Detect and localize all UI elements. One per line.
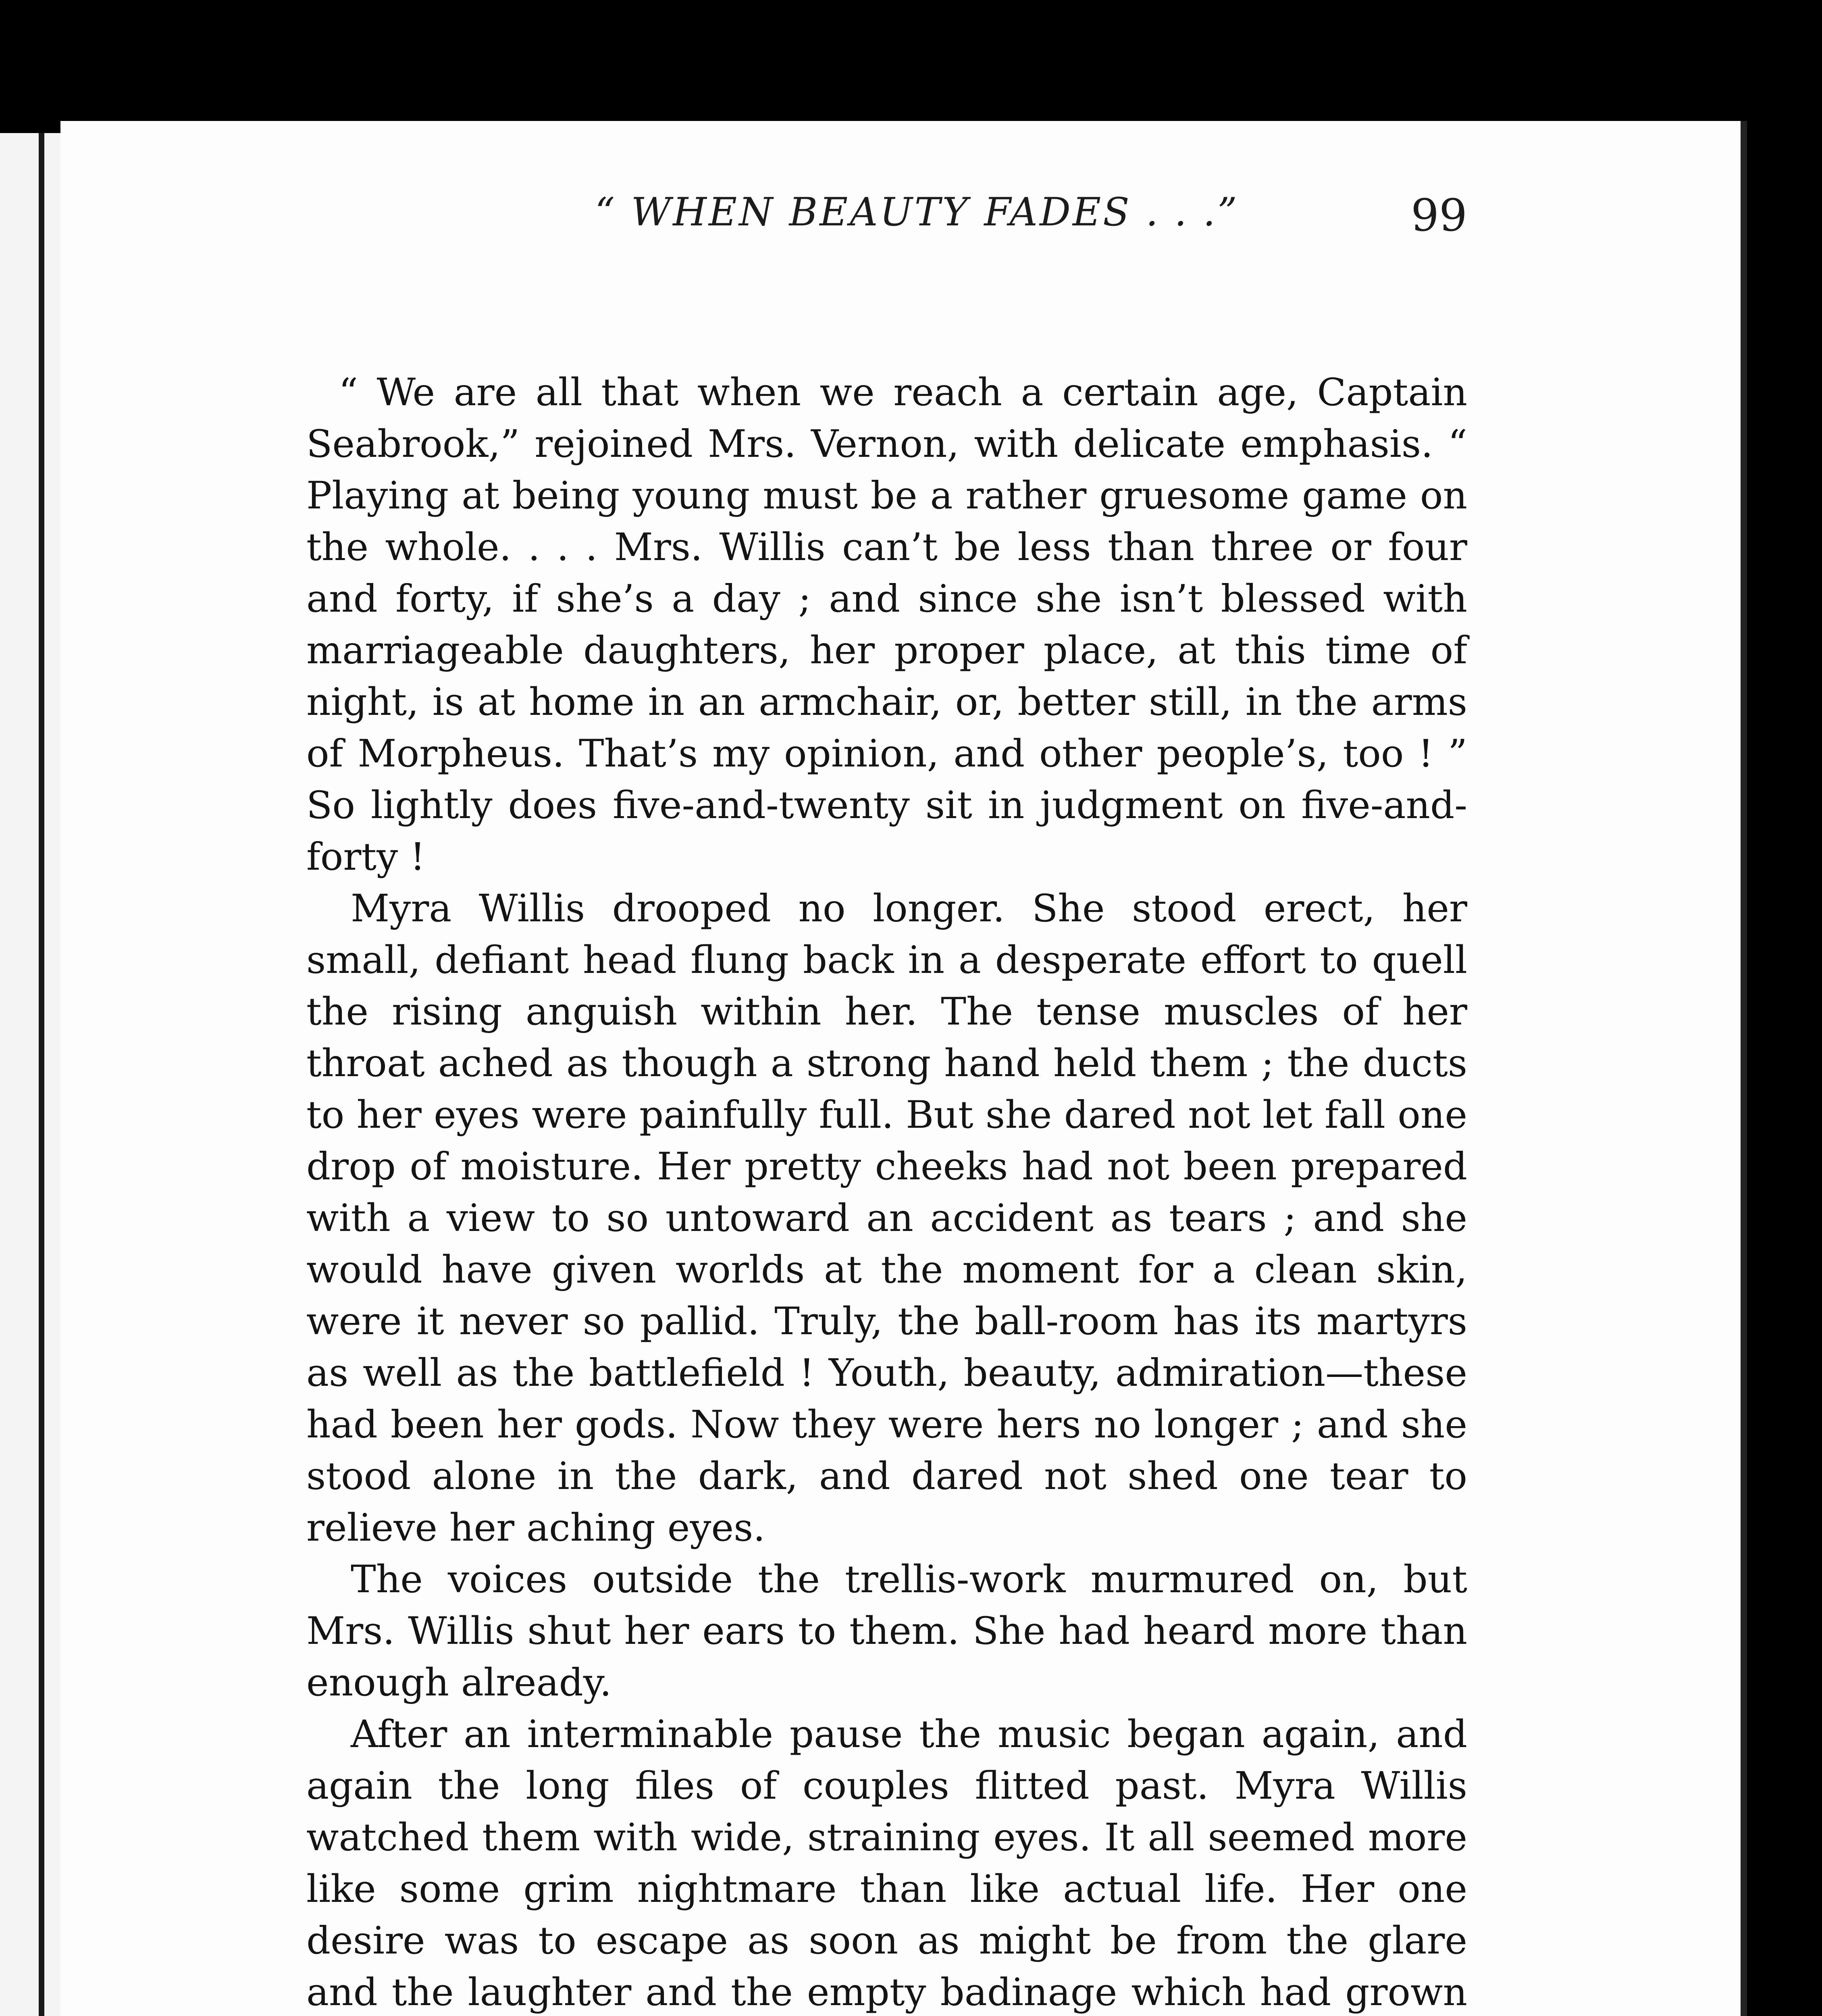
body-text	[306, 367, 1467, 2016]
paragraph: “ We are all that when we reach a certain age, Captain Seabrook,” rejoined Mrs. Vernon, with delicate emphasis. “ Playing at being young must be a rather gruesome game on the whole. . . . Mrs. Willis can’t be less than three or four and forty, if she’s a day ; and since she isn’t blessed with marriageable daughters, her proper place, at this time of night, is at home in an armchair, or, better still, in the arms of Morpheus. That’s my opinion, and other people’s, too ! ” So lightly does five-and-twenty sit in judgment on five-and-forty !	[306, 371, 1467, 879]
paragraph: Myra Willis drooped no longer. She stood erect, her small, defiant head flung back in a desperate effort to quell the rising anguish within her. The tense muscles of her throat ached as though a strong hand held them ; the ducts to her eyes were painfully full. But she dared not let fall one drop of moisture. Her pretty cheeks had not been prepared with a view to so untoward an accident as tears ; and she would have given worlds at the moment for a clean skin, were it never so pallid. Truly, the ball-room has its martyrs as well as the battlefield ! Youth, beauty, admiration—these had been her gods. Now they were hers no longer ; and she stood alone in the dark, and dared not shed one tear to relieve her aching eyes.	[306, 887, 1467, 1550]
binding-shadow	[39, 133, 44, 2016]
page-number: 99	[1411, 190, 1467, 241]
page-right-edge	[1741, 121, 1747, 2016]
running-title: “ WHEN BEAUTY FADES . . .”	[595, 190, 1239, 235]
paragraph: After an interminable pause the music began again, and again the long files of couples flitted past. Myra Willis watched them with wide, straining eyes. It all seemed more like some grim nightmare than like actual life. Her one desire was to escape as soon as might be from the glare and the laughter and the empty badinage which had grown	[306, 1712, 1467, 2014]
paragraph: The voices outside the trellis-work murmured on, but Mrs. Willis shut her ears to them. She had heard more than enough already.	[306, 1558, 1467, 1705]
left-page-edge	[0, 133, 60, 2016]
